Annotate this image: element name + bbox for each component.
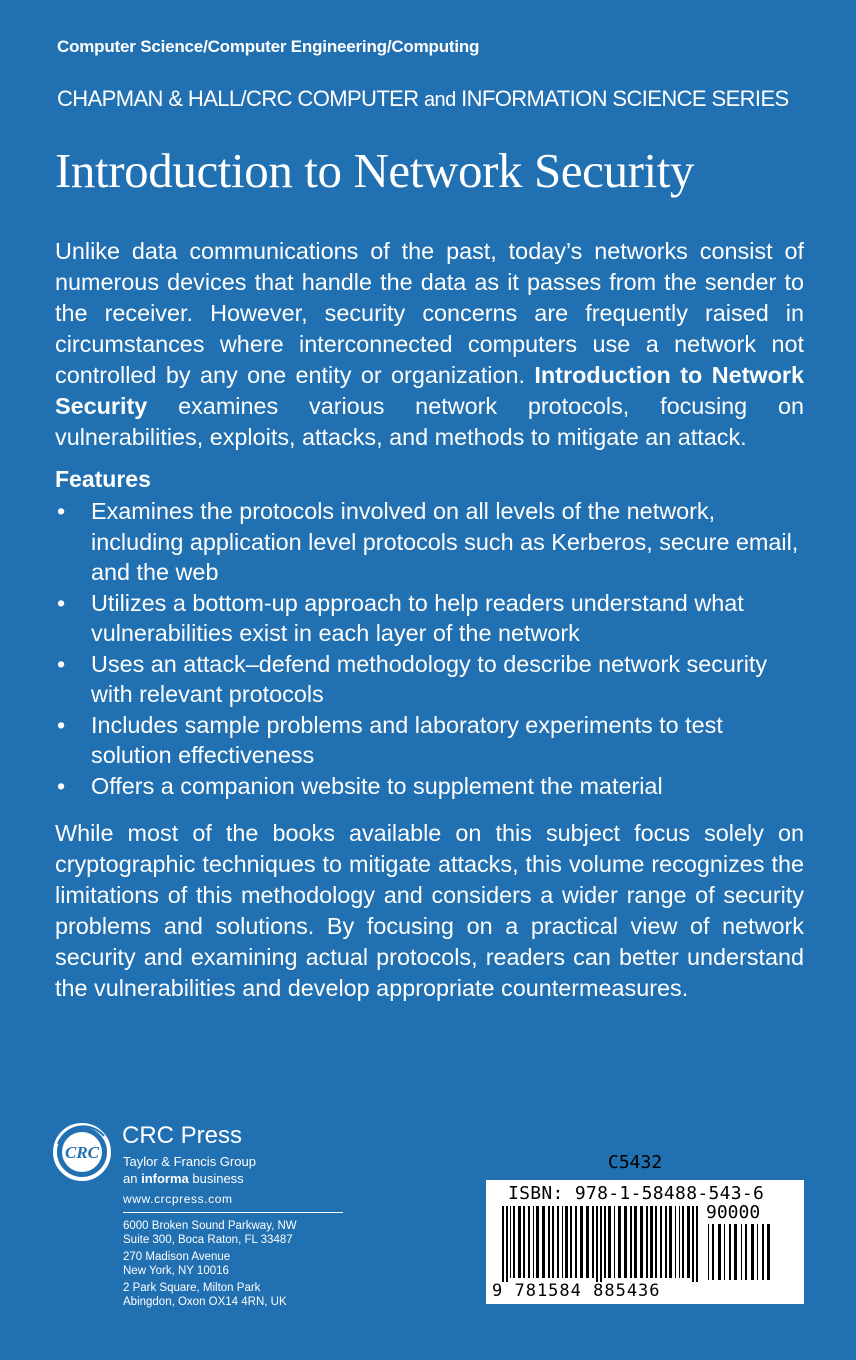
tagline-suffix: business <box>188 1171 244 1186</box>
barcode-bar <box>646 1206 648 1278</box>
barcode-bar <box>751 1224 754 1280</box>
feature-text: Uses an attack–defend methodology to describe network security with relevant protocols <box>91 650 768 707</box>
barcode-bar <box>724 1224 725 1280</box>
barcode-bar <box>630 1206 632 1278</box>
barcode-bar <box>542 1206 545 1278</box>
barcode-bar <box>570 1206 572 1278</box>
barcode-bar <box>608 1206 611 1278</box>
barcode-bar <box>655 1206 657 1278</box>
subject-category: Computer Science/Computer Engineering/Computing <box>57 37 480 56</box>
barcode-bar <box>565 1206 568 1278</box>
address-line: 270 Madison Avenue <box>123 1251 231 1263</box>
price-code: 90000 <box>706 1202 761 1223</box>
barcode-bar <box>562 1206 563 1278</box>
intro-paragraph <box>55 236 804 453</box>
bullet-icon: • <box>57 589 66 616</box>
barcode-bar <box>518 1206 521 1278</box>
barcode-bar <box>712 1224 714 1280</box>
barcode-bar <box>624 1206 627 1278</box>
publisher-url: www.crcpress.com <box>123 1192 233 1206</box>
barcode-bar <box>548 1206 550 1278</box>
address-block <box>123 1251 230 1278</box>
book-title: Introduction to Network Security <box>55 143 695 198</box>
series-part-1: CHAPMAN & HALL/CRC COMPUTER <box>57 86 425 111</box>
barcode-bar <box>682 1206 684 1278</box>
barcode-bar <box>762 1224 764 1280</box>
feature-item <box>55 771 804 802</box>
barcode-bar <box>665 1206 667 1278</box>
barcode-bar <box>536 1206 539 1278</box>
barcode-bar <box>614 1206 615 1278</box>
barcode-bar <box>745 1224 747 1280</box>
barcode-bar <box>660 1206 662 1278</box>
barcode-digits: 9 781584 885436 <box>492 1281 661 1301</box>
feature-item <box>55 588 804 649</box>
product-code: C5432 <box>608 1152 663 1173</box>
barcode-bar <box>506 1206 508 1282</box>
barcode-bar <box>523 1206 525 1278</box>
publisher-group: Taylor & Francis Group <box>123 1154 256 1169</box>
bullet-icon: • <box>57 772 66 799</box>
publisher-name: CRC Press <box>122 1122 243 1149</box>
barcode-bar <box>533 1206 534 1278</box>
closing-paragraph: While most of the books available on this subject focus solely on cryptographic techniques to mitigate attacks, this volume recognizes the limitations of this methodology and considers a wider range of security problems and solutions. By focusing on a practical view of network security and examining actual protocols, readers can better understand the vulnerabilities and develop appropriate countermeasures. <box>55 820 804 1001</box>
barcode-bar <box>729 1224 731 1280</box>
barcode-bar <box>640 1206 643 1278</box>
barcode-bar <box>675 1206 676 1278</box>
barcode-bar <box>528 1206 530 1278</box>
barcode-bar <box>692 1206 694 1282</box>
address-line: New York, NY 10016 <box>123 1264 229 1277</box>
feature-text: Offers a companion website to supplement the material <box>91 772 663 799</box>
bullet-icon: • <box>57 711 66 738</box>
barcode-bar <box>510 1206 511 1278</box>
intro-bold-title: Introduction to Network Security <box>55 362 804 419</box>
barcode-bar <box>741 1224 742 1280</box>
barcode-bar <box>734 1224 737 1280</box>
features-list <box>55 496 804 801</box>
intro-text-after: examines various network protocols, focusing on vulnerabilities, exploits, attacks, and methods to mitigate an attack. <box>55 393 804 450</box>
barcode-bar <box>679 1206 680 1278</box>
tagline-prefix: an <box>123 1171 142 1186</box>
barcode-bar <box>687 1206 690 1278</box>
address-line: Abingdon, Oxon OX14 4RN, UK <box>123 1295 287 1308</box>
barcode-bar <box>767 1224 770 1280</box>
feature-text: Examines the protocols involved on all levels of the network, including application level protocols such as Kerberos, secure email, and the web <box>91 498 799 585</box>
barcode-bar <box>708 1224 709 1280</box>
barcode-bar <box>618 1206 621 1278</box>
intro-text-before: Unlike data communications of the past, today’s networks consist of numerous devices that handle the data as it passes from the sender to the receiver. However, security concerns are frequently raised in circumstances where interconnected computers use a network not controlled by any one entity or organization. <box>55 238 804 388</box>
bullet-icon: • <box>57 498 66 524</box>
address-line: Suite 300, Boca Raton, FL 33487 <box>123 1233 293 1246</box>
series-part-2: INFORMATION SCIENCE SERIES <box>455 86 789 111</box>
barcode-bar <box>552 1206 554 1278</box>
feature-item <box>55 710 804 771</box>
feature-item <box>55 649 804 710</box>
series-and: and <box>424 89 456 111</box>
barcode-bar <box>718 1224 721 1280</box>
barcode-bar <box>604 1206 606 1278</box>
barcode-bar <box>596 1206 598 1282</box>
barcode-bar <box>502 1206 504 1282</box>
address-line: 2 Park Square, Milton Park <box>123 1282 261 1294</box>
publisher-tagline <box>123 1171 244 1186</box>
barcode-bar <box>592 1206 594 1278</box>
crc-logo-icon <box>52 1122 112 1182</box>
divider <box>123 1212 343 1213</box>
features-heading: Features <box>55 466 151 492</box>
barcode-bar <box>634 1206 637 1278</box>
barcode-bar <box>669 1206 672 1278</box>
address-line: 6000 Broken Sound Parkway, NW <box>123 1220 297 1232</box>
isbn-number: ISBN: 978-1-58488-543-6 <box>508 1183 765 1204</box>
isbn-barcode <box>486 1180 804 1304</box>
barcode-bar <box>650 1206 653 1278</box>
barcode-bar <box>513 1206 515 1278</box>
barcode-bar <box>557 1206 559 1278</box>
barcode-bar <box>600 1206 602 1282</box>
barcode-bar <box>575 1206 577 1278</box>
barcode-bar <box>696 1206 698 1282</box>
bullet-icon: • <box>57 650 66 677</box>
address-block <box>123 1220 297 1247</box>
barcode-bar <box>586 1206 589 1278</box>
address-block <box>123 1282 287 1309</box>
barcode-bar <box>580 1206 583 1278</box>
barcode-bar <box>757 1224 758 1280</box>
crc-logo-text: CRC <box>64 1143 100 1162</box>
feature-text: Utilizes a bottom-up approach to help readers understand what vulnerabilities exist in each layer of the network <box>91 589 744 646</box>
feature-text: Includes sample problems and laboratory experiments to test solution effectiveness <box>91 711 723 768</box>
series-name <box>57 86 789 112</box>
feature-item <box>55 496 804 588</box>
tagline-bold: informa <box>141 1171 189 1186</box>
